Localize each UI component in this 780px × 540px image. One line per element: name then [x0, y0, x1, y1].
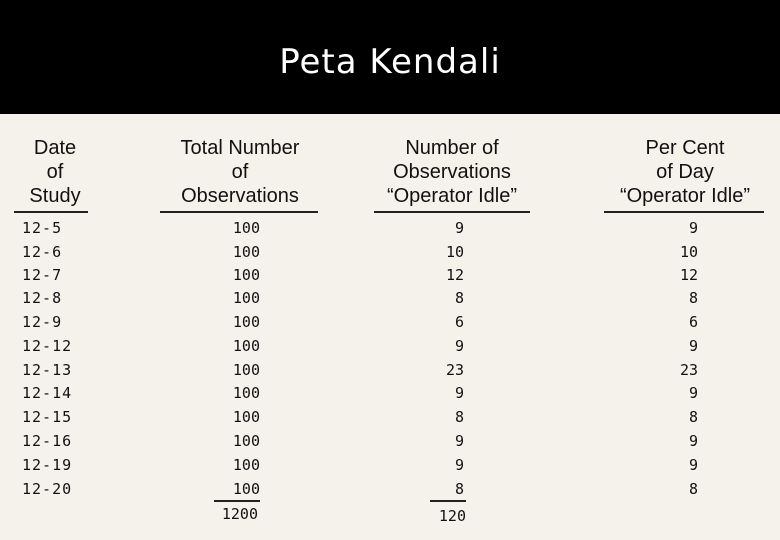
- total-cell: 100: [232, 361, 260, 379]
- header-total-line: Total Number: [180, 137, 300, 159]
- date-cell: 12-20: [22, 480, 73, 498]
- header-idle-pct-line: “Operator Idle”: [619, 185, 751, 207]
- header-date-line: Study: [29, 185, 81, 207]
- header-rule: [14, 211, 88, 213]
- table-row: [0, 310, 780, 334]
- idle-obs-cell: 10: [445, 243, 464, 261]
- total-cell: 100: [232, 313, 260, 331]
- table-row: [0, 263, 780, 287]
- header-idle-pct-line: Per Cent: [645, 137, 725, 159]
- total-cell: 100: [232, 432, 260, 450]
- total-cell: 100: [232, 243, 260, 261]
- sum-rule: [430, 500, 466, 502]
- idle-pct-cell: 9: [688, 337, 698, 355]
- table-row: [0, 405, 780, 429]
- idle-obs-cell: 23: [445, 361, 464, 379]
- date-cell: 12-13: [22, 361, 73, 379]
- idle-obs-cell: 9: [454, 432, 464, 450]
- header-rule: [604, 211, 764, 213]
- date-cell: 12-14: [22, 384, 73, 402]
- table-row: [0, 453, 780, 477]
- table-row: [0, 477, 780, 501]
- idle-pct-cell: 9: [688, 432, 698, 450]
- idle-pct-cell: 23: [679, 361, 698, 379]
- table-row: [0, 334, 780, 358]
- idle-observations-sum: 120: [438, 507, 466, 525]
- idle-pct-cell: 8: [688, 480, 698, 498]
- total-cell: 100: [232, 266, 260, 284]
- table-row: [0, 240, 780, 264]
- idle-pct-cell: 9: [688, 456, 698, 474]
- total-cell: 100: [232, 337, 260, 355]
- date-cell: 12-15: [22, 408, 73, 426]
- header-total-line: of: [231, 161, 249, 183]
- date-cell: 12-5: [22, 219, 63, 237]
- date-cell: 12-9: [22, 313, 63, 331]
- idle-pct-cell: 12: [679, 266, 698, 284]
- table-row: [0, 429, 780, 453]
- date-cell: 12-8: [22, 289, 63, 307]
- date-cell: 12-16: [22, 432, 73, 450]
- date-cell: 12-12: [22, 337, 73, 355]
- idle-obs-cell: 6: [454, 313, 464, 331]
- header-date: [14, 136, 96, 208]
- slide-header: [0, 0, 780, 114]
- header-idle-obs-line: Observations: [393, 161, 511, 183]
- header-rule: [160, 211, 318, 213]
- header-idle-pct-line: of Day: [656, 161, 714, 183]
- slide-title: Peta Kendali: [279, 42, 501, 82]
- idle-pct-cell: 8: [688, 408, 698, 426]
- scanned-table: [0, 114, 780, 540]
- header-total: [160, 136, 320, 208]
- idle-obs-cell: 9: [454, 456, 464, 474]
- idle-obs-cell: 9: [454, 337, 464, 355]
- total-cell: 100: [232, 456, 260, 474]
- idle-obs-cell: 8: [454, 480, 464, 498]
- total-cell: 100: [232, 219, 260, 237]
- header-idle-pct: [602, 136, 768, 208]
- idle-obs-cell: 12: [445, 266, 464, 284]
- idle-pct-cell: 9: [688, 384, 698, 402]
- idle-obs-cell: 8: [454, 408, 464, 426]
- header-date-line: of: [46, 161, 64, 183]
- date-cell: 12-6: [22, 243, 63, 261]
- idle-obs-cell: 8: [454, 289, 464, 307]
- idle-pct-cell: 6: [688, 313, 698, 331]
- total-cell: 100: [232, 408, 260, 426]
- idle-pct-cell: 9: [688, 219, 698, 237]
- total-observations-sum: 1200: [221, 505, 258, 523]
- table-row: [0, 358, 780, 382]
- idle-pct-cell: 8: [688, 289, 698, 307]
- sum-rule: [214, 500, 260, 502]
- header-rule: [374, 211, 530, 213]
- date-cell: 12-7: [22, 266, 63, 284]
- table-row: [0, 381, 780, 405]
- table-row: [0, 286, 780, 310]
- date-cell: 12-19: [22, 456, 73, 474]
- idle-pct-cell: 10: [679, 243, 698, 261]
- header-idle-obs-line: “Operator Idle”: [386, 185, 518, 207]
- idle-obs-cell: 9: [454, 219, 464, 237]
- total-cell: 100: [232, 480, 260, 498]
- header-date-line: Date: [33, 137, 77, 159]
- header-idle-obs: [372, 136, 532, 208]
- idle-obs-cell: 9: [454, 384, 464, 402]
- header-total-line: Observations: [181, 185, 299, 207]
- total-cell: 100: [232, 289, 260, 307]
- table-row: [0, 216, 780, 240]
- total-cell: 100: [232, 384, 260, 402]
- header-idle-obs-line: Number of: [405, 137, 499, 159]
